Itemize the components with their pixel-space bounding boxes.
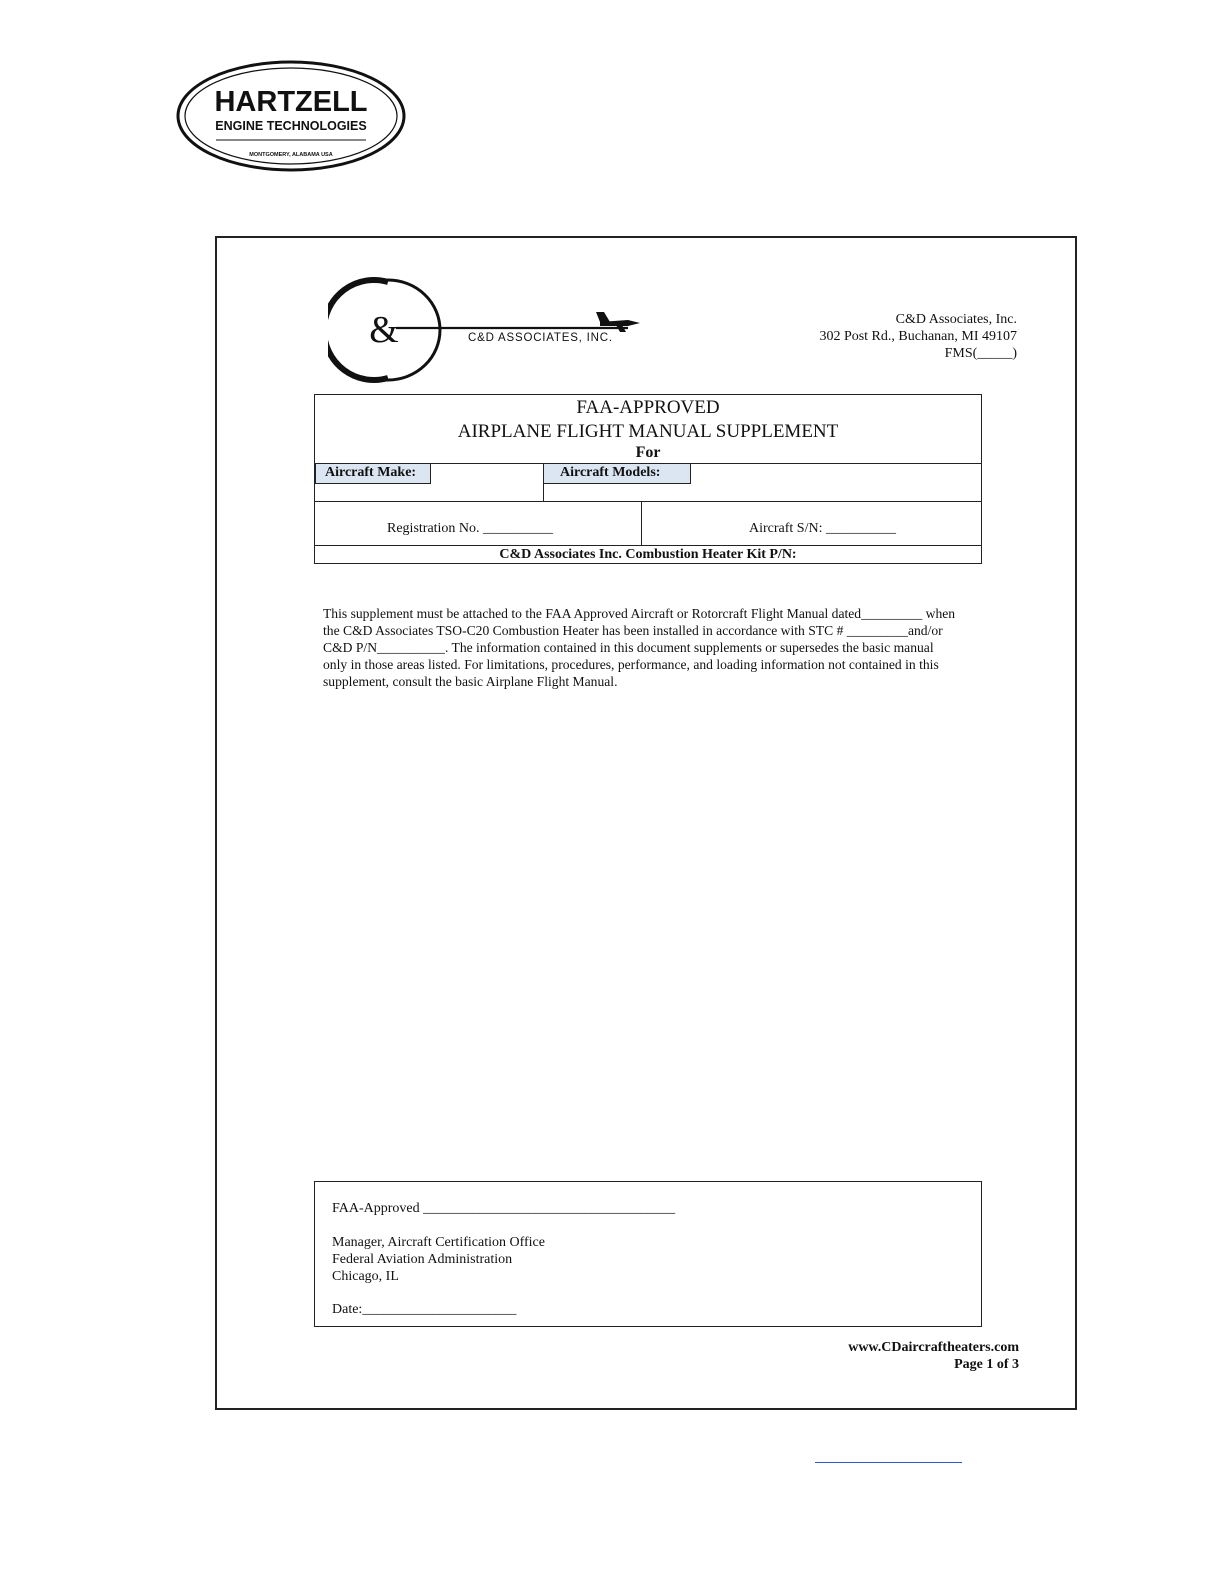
paragraph-line: only in those areas listed. For limitations, procedures, performance, and loading information not contained in this bbox=[323, 657, 939, 672]
address-line2: 302 Post Rd., Buchanan, MI 49107 bbox=[819, 329, 1017, 344]
paragraph-line: the C&D Associates TSO-C20 Combustion Heater has been installed in accordance with STC # _________and/or bbox=[323, 623, 943, 638]
registration-field: Registration No. __________ bbox=[387, 521, 554, 536]
paragraph-line: This supplement must be attached to the FAA Approved Aircraft or Rotorcraft Flight Manual dated_________ when bbox=[323, 606, 956, 621]
title-for: For bbox=[635, 444, 661, 461]
approval-location: Chicago, IL bbox=[332, 1269, 399, 1284]
faa-approval-block bbox=[314, 1181, 982, 1327]
paragraph-line: C&D P/N__________. The information contained in this document supplements or supersedes the basic manual bbox=[323, 640, 934, 655]
hartzell-logo bbox=[176, 60, 406, 172]
hartzell-logo-line3: MONTGOMERY, ALABAMA USA bbox=[249, 152, 333, 158]
cd-associates-logo bbox=[328, 274, 648, 386]
divider bbox=[641, 501, 642, 545]
title-faa-approved: FAA-APPROVED bbox=[576, 397, 720, 418]
approval-manager: Manager, Aircraft Certification Office bbox=[332, 1235, 545, 1250]
divider bbox=[315, 545, 981, 546]
hartzell-logo-graphic bbox=[176, 60, 406, 172]
hartzell-logo-line2: ENGINE TECHNOLOGIES bbox=[215, 119, 367, 133]
website-url: www.CDaircraftheaters.com bbox=[848, 1340, 1019, 1355]
svg-text:&: & bbox=[369, 309, 399, 351]
approval-agency: Federal Aviation Administration bbox=[332, 1252, 513, 1267]
aircraft-make-label: Aircraft Make: bbox=[315, 463, 431, 484]
title-afms: AIRPLANE FLIGHT MANUAL SUPPLEMENT bbox=[457, 421, 839, 442]
page-number: Page 1 of 3 bbox=[954, 1357, 1019, 1372]
approval-date-line: Date:______________________ bbox=[332, 1302, 517, 1317]
kit-pn-field: C&D Associates Inc. Combustion Heater Kit P/N: bbox=[499, 547, 797, 562]
paragraph-line: supplement, consult the basic Airplane Flight Manual. bbox=[323, 674, 618, 689]
divider bbox=[315, 501, 981, 502]
hyperlink-underline[interactable] bbox=[815, 1462, 962, 1463]
hartzell-logo-line1: HARTZELL bbox=[214, 86, 368, 118]
aircraft-models-label: Aircraft Models: bbox=[543, 463, 691, 484]
address-line1: C&D Associates, Inc. bbox=[895, 312, 1017, 327]
address-line3: FMS(_____) bbox=[944, 346, 1017, 361]
title-block bbox=[314, 394, 982, 564]
page-footer bbox=[848, 1339, 1019, 1373]
supplement-paragraph bbox=[323, 605, 1023, 690]
faa-approved-signature-line: FAA-Approved ____________________________________ bbox=[332, 1201, 676, 1216]
company-address bbox=[819, 311, 1017, 362]
aircraft-sn-field: Aircraft S/N: __________ bbox=[749, 521, 896, 536]
cd-logo-wordmark: C&D ASSOCIATES, INC. bbox=[468, 332, 613, 344]
cd-associates-logo-graphic bbox=[328, 274, 648, 386]
